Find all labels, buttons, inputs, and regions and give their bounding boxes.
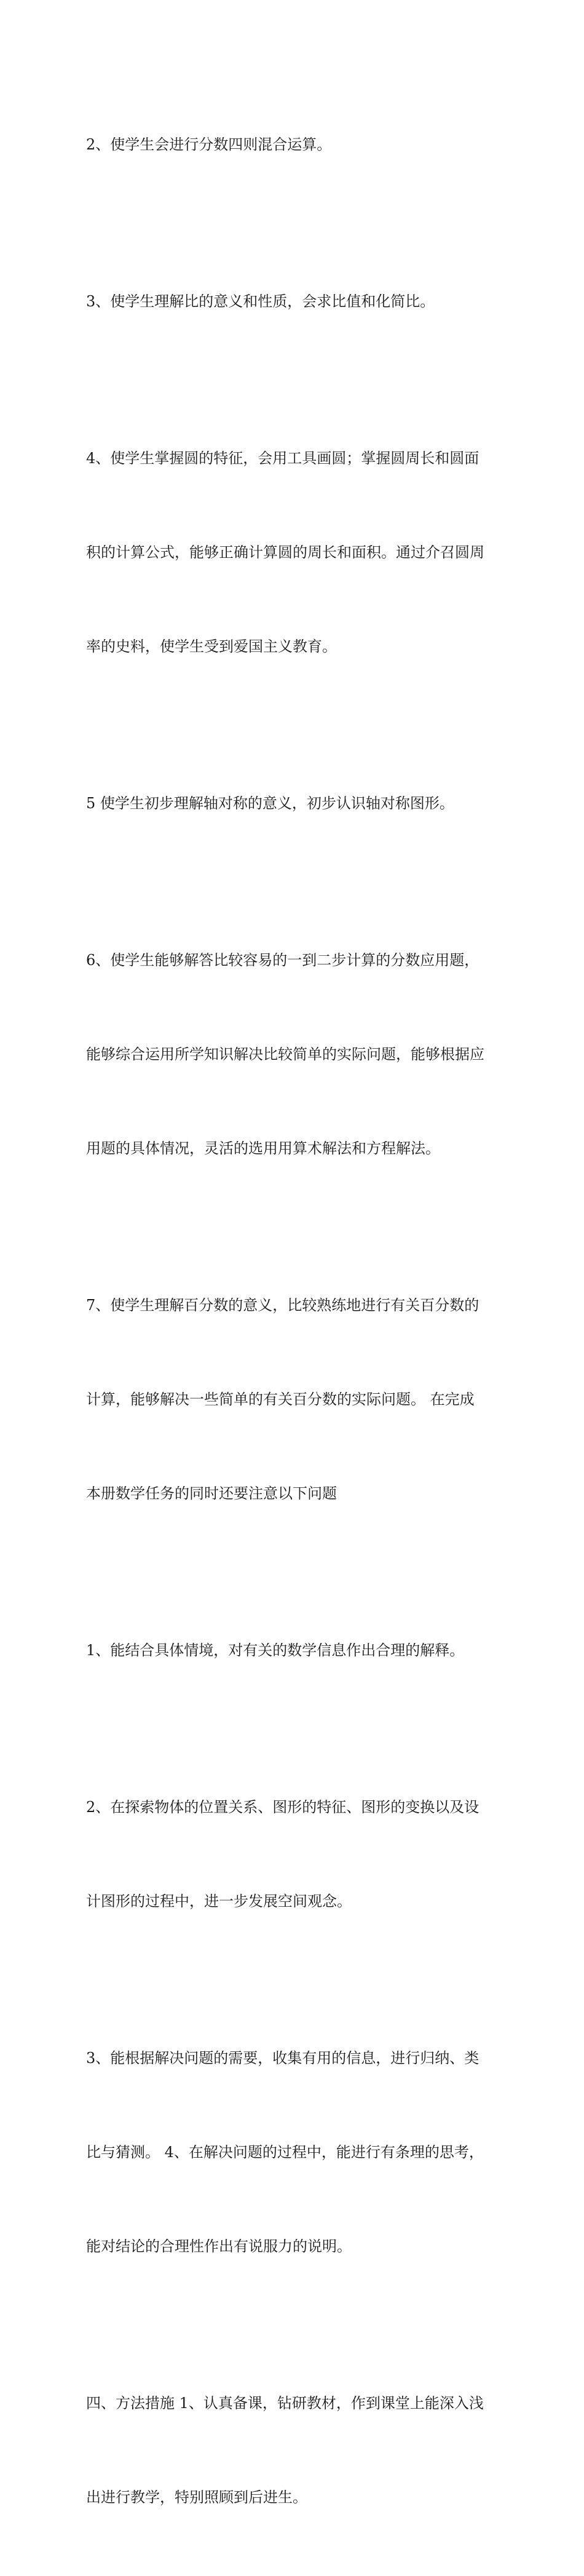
paragraph-note-1 — [86, 1572, 504, 1729]
text-line: 用题的具体情况，灵活的选用用算术解法和方程解法。 — [86, 1140, 440, 1157]
text-line: 2、在探索物体的位置关系、图形的特征、图形的变换以及设 — [86, 1799, 479, 1816]
text-line: 率的史料，使学生受到爱国主义教育。 — [86, 638, 337, 655]
text-line: 计图形的过程中，进一步发展空间观念。 — [86, 1893, 352, 1910]
paragraph-goal-7 — [86, 1227, 504, 1572]
text-line: 出进行教学，特别照顾到后进生。 — [86, 2489, 307, 2506]
paragraph-goal-3 — [86, 223, 504, 380]
text-line: 7、使学生理解百分数的意义，比较熟练地进行有关百分数的 — [86, 1297, 479, 1314]
text-line: 1、能结合具体情境，对有关的数学信息作出合理的解释。 — [86, 1642, 465, 1659]
text-line: 本册数学任务的同时还要注意以下问题 — [86, 1485, 337, 1502]
paragraph-goal-4 — [86, 380, 504, 725]
document-body — [86, 66, 504, 2576]
paragraph-methods — [86, 2325, 504, 2576]
text-line: 比与猜测。 4、在解决问题的过程中，能进行有条理的思考， — [86, 2144, 484, 2161]
text-line: 计算，能够解决一些简单的有关百分数的实际问题。 在完成 — [86, 1391, 475, 1408]
paragraph-note-3 — [86, 1980, 504, 2325]
text-line: 6、使学生能够解答比较容易的一到二步计算的分数应用题， — [86, 952, 479, 969]
text-line: 3、使学生理解比的意义和性质，会求比值和化简比。 — [86, 293, 435, 310]
paragraph-note-2 — [86, 1729, 504, 1980]
text-line: 2、使学生会进行分数四则混合运算。 — [86, 136, 332, 153]
text-line: 3、能根据解决问题的需要，收集有用的信息，进行归纳、类 — [86, 2049, 479, 2067]
text-line: 5 使学生初步理解轴对称的意义，初步认识轴对称图形。 — [86, 795, 454, 812]
paragraph-goal-2 — [86, 66, 504, 223]
text-line: 4、使学生掌握圆的特征，会用工具画圆；掌握圆周长和圆面 — [86, 450, 479, 467]
text-line: 能对结论的合理性作出有说服力的说明。 — [86, 2238, 352, 2255]
paragraph-goal-5 — [86, 725, 504, 882]
text-line: 积的计算公式，能够正确计算圆的周长和面积。通过介召圆周 — [86, 544, 484, 561]
text-line: 能够综合运用所学知识解决比较简单的实际问题，能够根据应 — [86, 1046, 484, 1063]
paragraph-goal-6 — [86, 882, 504, 1227]
text-line: 四、方法措施 1、认真备课，钻研教材，作到课堂上能深入浅 — [86, 2395, 484, 2412]
